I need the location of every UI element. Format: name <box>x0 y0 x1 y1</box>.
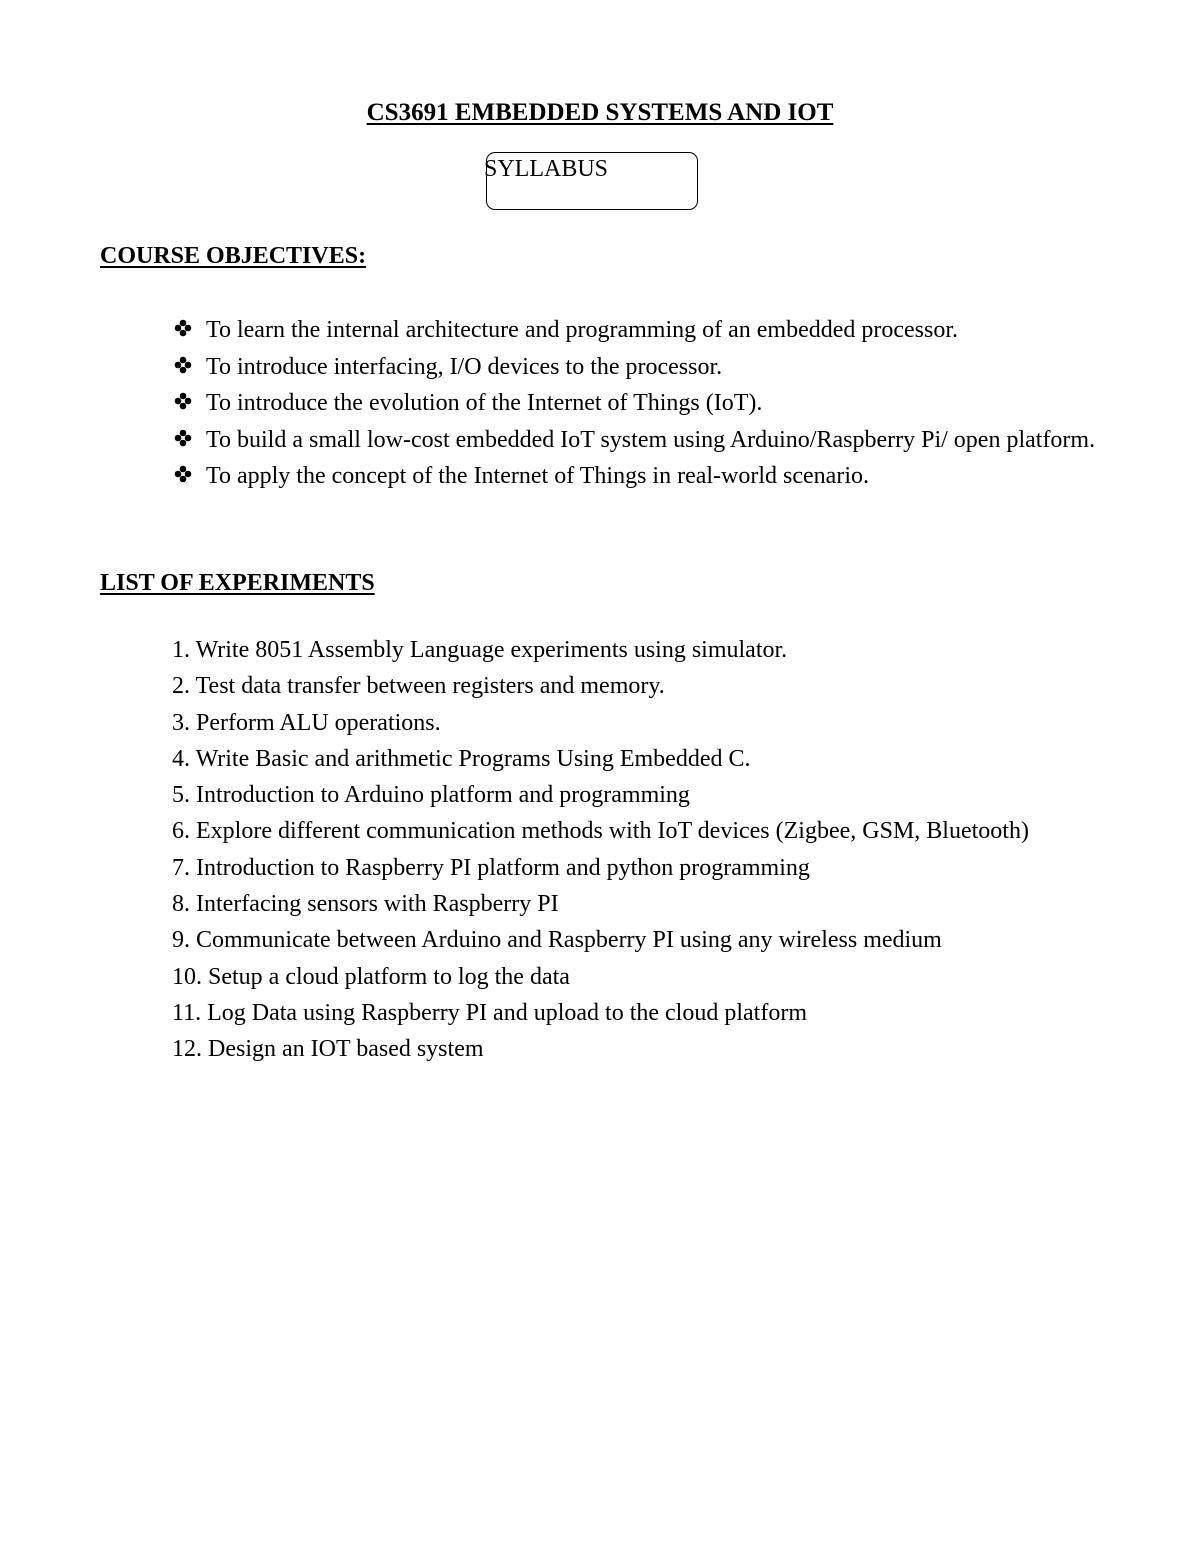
experiment-item: 5. Introduction to Arduino platform and programming <box>172 782 690 809</box>
objective-text: To introduce the evolution of the Internet of Things (IoT). <box>206 390 763 416</box>
objective-item <box>172 385 1112 422</box>
experiment-item: 4. Write Basic and arithmetic Programs Using Embedded C. <box>172 745 751 772</box>
experiment-item: 1. Write 8051 Assembly Language experiments using simulator. <box>172 637 788 663</box>
objective-item <box>172 458 1112 495</box>
objective-text: To build a small low-cost embedded IoT system using Arduino/Raspberry Pi/ open platform. <box>206 426 1096 453</box>
experiment-item: 6. Explore different communication methods with IoT devices (Zigbee, GSM, Bluetooth) <box>172 818 1029 845</box>
diamond-bullet-icon <box>172 422 196 458</box>
experiment-item: 2. Test data transfer between registers and memory. <box>172 673 665 700</box>
experiment-item: 12. Design an IOT based system <box>172 1036 484 1063</box>
objective-item <box>172 349 1112 386</box>
diamond-bullet-icon <box>172 458 196 494</box>
experiment-item: 7. Introduction to Raspberry PI platform and python programming <box>172 854 810 881</box>
experiment-item: 8. Interfacing sensors with Raspberry PI <box>172 891 559 918</box>
objective-text: To learn the internal architecture and programming of an embedded processor. <box>206 317 959 343</box>
experiment-item: 11. Log Data using Raspberry PI and upload to the cloud platform <box>172 999 807 1026</box>
objective-item <box>172 422 1112 459</box>
course-objectives-heading: COURSE OBJECTIVES: <box>100 243 367 269</box>
objective-item <box>172 312 1112 349</box>
syllabus-label: SYLLABUS <box>484 156 609 182</box>
objective-text: To introduce interfacing, I/O devices to the processor. <box>206 353 723 380</box>
document-title: CS3691 EMBEDDED SYSTEMS AND IOT <box>366 99 834 126</box>
objective-text: To apply the concept of the Internet of Things in real-world scenario. <box>206 463 869 489</box>
experiments-list <box>172 632 1072 1068</box>
diamond-bullet-icon <box>172 312 196 348</box>
diamond-bullet-icon <box>172 385 196 421</box>
experiment-item: 10. Setup a cloud platform to log the data <box>172 963 570 990</box>
diamond-bullet-icon <box>172 349 196 385</box>
course-objectives-list <box>172 312 1112 495</box>
list-of-experiments-heading: LIST OF EXPERIMENTS <box>100 570 375 596</box>
experiment-item: 9. Communicate between Arduino and Raspberry PI using any wireless medium <box>172 927 942 954</box>
experiment-item: 3. Perform ALU operations. <box>172 709 441 736</box>
